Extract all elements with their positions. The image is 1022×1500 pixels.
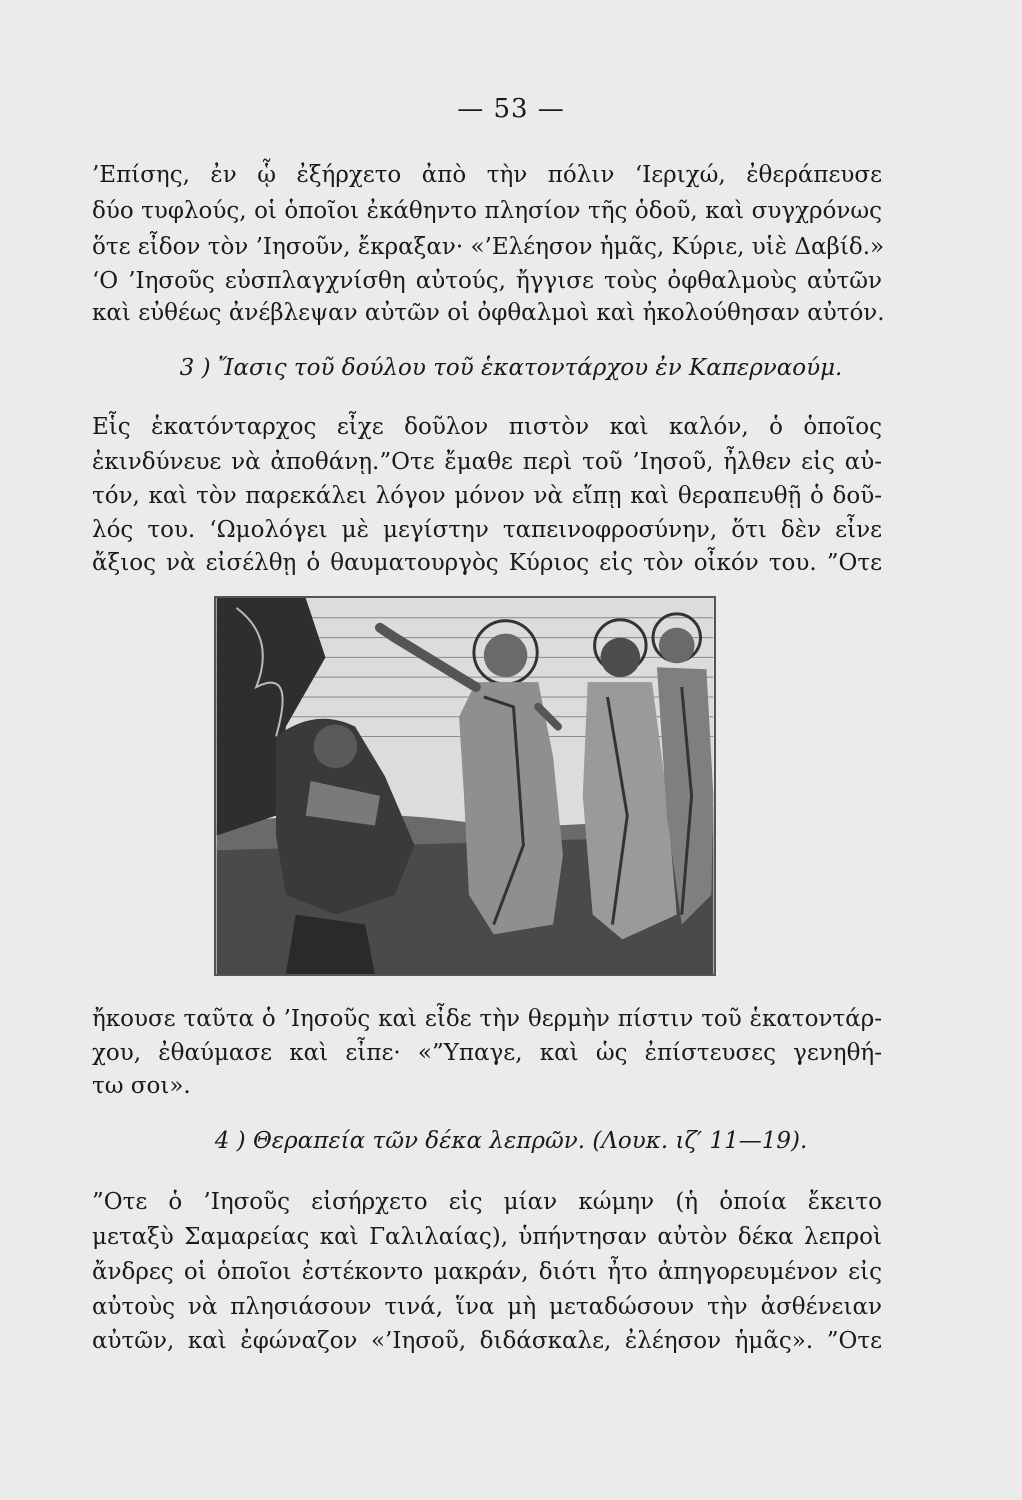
text-line: χου, ἐθαύμασε καὶ εἶπε· «”Υπαγε, καὶ ὡς ἐπίστευσες γενηθή- (92, 1040, 882, 1066)
text-line: ὅτε εἶδον τὸν ’Ιησοῦν, ἔκραξαν· «’Ελέησον ἡμᾶς, Κύριε, υἱὲ Δαβίδ.» (92, 234, 885, 260)
engraving-illustration (214, 596, 716, 976)
page-number: — 53 — (457, 94, 565, 124)
text-line: αὐτῶν, καὶ ἐφώναζον «’Ιησοῦ, διδάσκαλε, ἐλέησον ἡμᾶς». ”Οτε (92, 1328, 882, 1354)
text-line: ἄξιος νὰ εἰσέλθῃ ὁ θαυματουργὸς Κύριος εἰς τὸν οἶκόν του. ”Οτε (92, 550, 882, 576)
text-line: ’Επίσης, ἐν ᾧ ἐξήρχετο ἀπὸ τὴν πόλιν ‘Ιεριχώ, ἐθεράπευσε (92, 162, 882, 188)
section-heading-4: 4 ) Θεραπεία τῶν δέκα λεπρῶν. (Λουκ. ιζ′ 11—19). (214, 1128, 808, 1154)
engraving-drawing (216, 598, 714, 974)
text-line: ‘Ο ’Ιησοῦς εὐσπλαγχνίσθη αὐτούς, ἤγγισε τοὺς ὀφθαλμοὺς αὐτῶν (92, 268, 882, 294)
text-line: Εἷς ἑκατόνταρχος εἶχε δοῦλον πιστὸν καὶ καλόν, ὁ ὁποῖος (92, 414, 882, 440)
text-line: ἐκινδύνευε νὰ ἀποθάνῃ.”Οτε ἔμαθε περὶ τοῦ ’Ιησοῦ, ἦλθεν εἰς αὐ- (92, 449, 882, 475)
text-line: ”Οτε ὁ ’Ιησοῦς εἰσήρχετο εἰς μίαν κώμην (ἡ ὁποία ἔκειτο (92, 1189, 882, 1215)
text-line: λός του. ‘Ωμολόγει μὲ μεγίστην ταπεινοφροσύνην, ὅτι δὲν εἶνε (92, 517, 882, 543)
section-heading-3: 3 ) Ἴασις τοῦ δούλου τοῦ ἑκατοντάρχου ἐν Καπερναούμ. (179, 355, 843, 381)
text-line: ἄνδρες οἱ ὁποῖοι ἐστέκοντο μακράν, διότι ἦτο ἀπηγορευμένον εἰς (92, 1259, 882, 1285)
text-line: τω σοι». (92, 1073, 191, 1099)
text-line: μεταξὺ Σαμαρείας καὶ Γαλιλαίας), ὑπήντησαν αὐτὸν δέκα λεπροὶ (92, 1224, 882, 1250)
text-line: καὶ εὐθέως ἀνέβλεψαν αὐτῶν οἱ ὀφθαλμοὶ καὶ ἠκολούθησαν αὐτόν. (92, 300, 885, 326)
text-line: ἤκουσε ταῦτα ὁ ’Ιησοῦς καὶ εἶδε τὴν θερμὴν πίστιν τοῦ ἑκατοντάρ- (92, 1006, 882, 1032)
text-line: αὐτοὺς νὰ πλησιάσουν τινά, ἵνα μὴ μεταδώσουν τὴν ἀσθένειαν (92, 1294, 882, 1320)
text-line: δύο τυφλούς, οἱ ὁποῖοι ἐκάθηντο πλησίον τῆς ὁδοῦ, καὶ συγχρόνως (92, 198, 882, 224)
text-line: τόν, καὶ τὸν παρεκάλει λόγον μόνον νὰ εἴπῃ καὶ θεραπευθῇ ὁ δοῦ- (92, 483, 882, 509)
